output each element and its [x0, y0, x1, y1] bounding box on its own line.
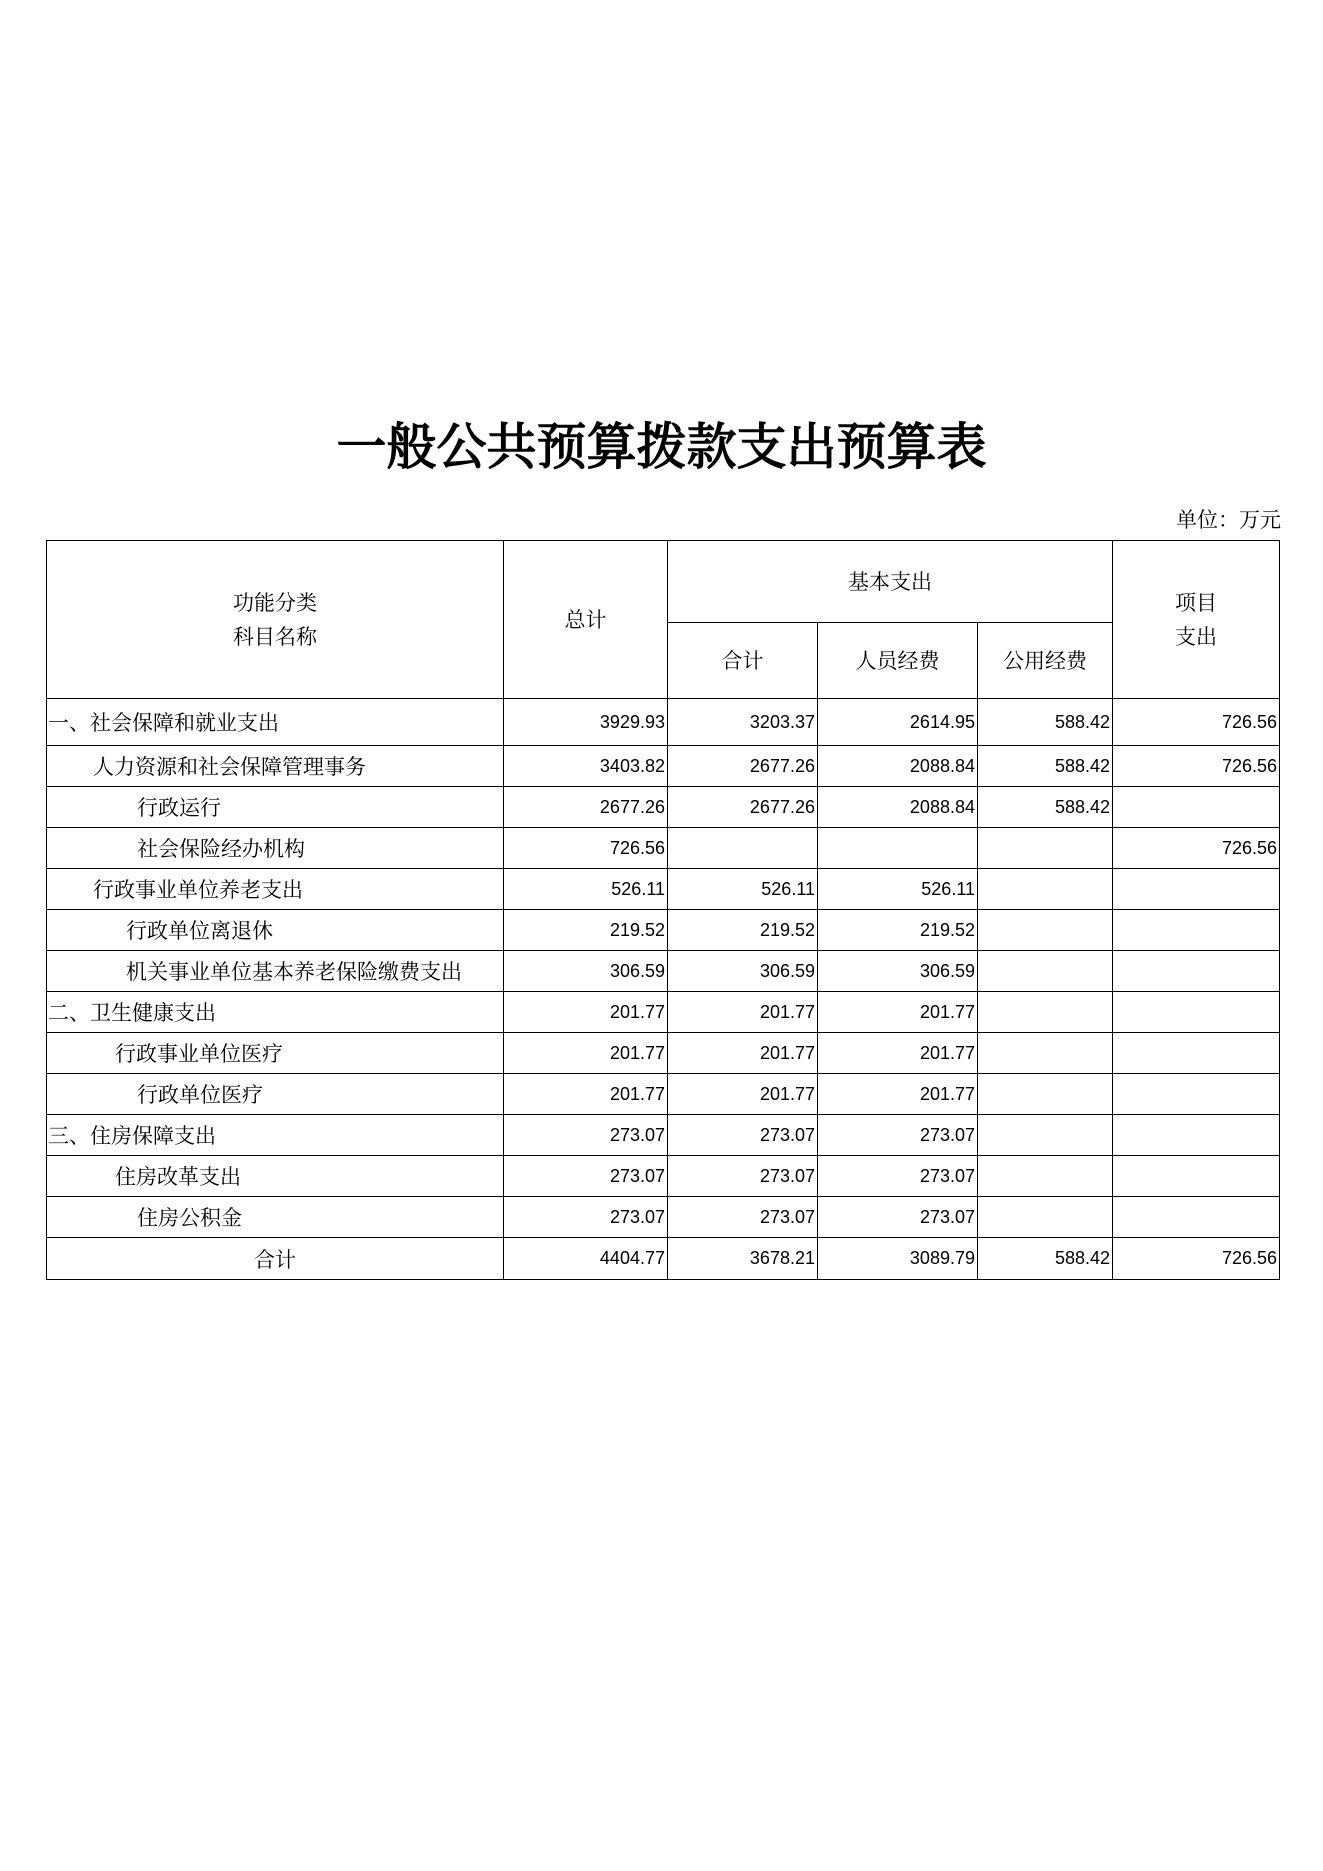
table-row: [47, 746, 1280, 787]
row-public: [978, 869, 1113, 910]
total-row-personnel: 3089.79: [818, 1238, 978, 1280]
table-row: [47, 1074, 1280, 1115]
table-row: [47, 910, 1280, 951]
row-subtotal: 201.77: [668, 1074, 818, 1115]
row-name: 行政单位医疗: [47, 1074, 504, 1115]
row-total: 201.77: [504, 992, 668, 1033]
row-name: 人力资源和社会保障管理事务: [47, 746, 504, 787]
table-row: [47, 1156, 1280, 1197]
row-personnel: [818, 828, 978, 869]
row-total: 273.07: [504, 1115, 668, 1156]
total-row: [47, 1238, 1280, 1280]
row-personnel: 2088.84: [818, 746, 978, 787]
table-row: [47, 1197, 1280, 1238]
row-personnel: 273.07: [818, 1115, 978, 1156]
header-project-line2: 支出: [1175, 624, 1218, 649]
row-total: 273.07: [504, 1197, 668, 1238]
row-name: 行政事业单位医疗: [47, 1033, 504, 1074]
row-public: [978, 1074, 1113, 1115]
header-subtotal: 合计: [668, 623, 818, 699]
row-personnel: 2088.84: [818, 787, 978, 828]
row-name: 住房公积金: [47, 1197, 504, 1238]
header-category: [47, 541, 504, 699]
row-total: 201.77: [504, 1074, 668, 1115]
row-name: 行政单位离退休: [47, 910, 504, 951]
row-name: 一、社会保障和就业支出: [47, 699, 504, 746]
row-subtotal: 3203.37: [668, 699, 818, 746]
table-body: [47, 699, 1280, 1280]
row-public: [978, 1033, 1113, 1074]
total-row-public: 588.42: [978, 1238, 1113, 1280]
header-public: 公用经费: [978, 623, 1113, 699]
row-public: [978, 910, 1113, 951]
total-row-label: 合计: [47, 1238, 504, 1280]
row-project: [1113, 910, 1280, 951]
row-public: 588.42: [978, 746, 1113, 787]
row-total: 273.07: [504, 1156, 668, 1197]
row-total: 2677.26: [504, 787, 668, 828]
row-total: 3929.93: [504, 699, 668, 746]
header-project: [1113, 541, 1280, 699]
row-subtotal: 201.77: [668, 992, 818, 1033]
row-name: 三、住房保障支出: [47, 1115, 504, 1156]
row-public: [978, 828, 1113, 869]
row-subtotal: 273.07: [668, 1197, 818, 1238]
row-project: [1113, 869, 1280, 910]
row-personnel: 201.77: [818, 992, 978, 1033]
row-subtotal: 273.07: [668, 1156, 818, 1197]
row-personnel: 201.77: [818, 1033, 978, 1074]
header-total: 总计: [504, 541, 668, 699]
header-basic: 基本支出: [668, 541, 1113, 623]
row-project: [1113, 992, 1280, 1033]
header-personnel: 人员经费: [818, 623, 978, 699]
row-total: 526.11: [504, 869, 668, 910]
row-public: [978, 1115, 1113, 1156]
row-subtotal: 306.59: [668, 951, 818, 992]
row-subtotal: [668, 828, 818, 869]
row-subtotal: 2677.26: [668, 746, 818, 787]
table-row: [47, 1115, 1280, 1156]
row-project: [1113, 787, 1280, 828]
unit-label: 单位：万元: [1176, 508, 1281, 532]
row-personnel: 273.07: [818, 1197, 978, 1238]
header-category-line1: 功能分类: [233, 590, 317, 615]
budget-table: [46, 540, 1280, 1280]
total-row-project: 726.56: [1113, 1238, 1280, 1280]
header-project-line1: 项目: [1175, 590, 1218, 615]
row-project: 726.56: [1113, 746, 1280, 787]
table-row: [47, 992, 1280, 1033]
row-project: [1113, 1033, 1280, 1074]
row-name: 二、卫生健康支出: [47, 992, 504, 1033]
row-project: [1113, 1074, 1280, 1115]
table-row: [47, 869, 1280, 910]
total-row-subtotal: 3678.21: [668, 1238, 818, 1280]
row-subtotal: 273.07: [668, 1115, 818, 1156]
row-name: 社会保险经办机构: [47, 828, 504, 869]
table-row: [47, 951, 1280, 992]
row-subtotal: 219.52: [668, 910, 818, 951]
row-name: 行政运行: [47, 787, 504, 828]
row-project: 726.56: [1113, 828, 1280, 869]
row-project: [1113, 1197, 1280, 1238]
row-project: [1113, 1156, 1280, 1197]
row-public: 588.42: [978, 699, 1113, 746]
row-subtotal: 201.77: [668, 1033, 818, 1074]
header-category-line2: 科目名称: [233, 624, 317, 649]
row-public: [978, 1156, 1113, 1197]
row-personnel: 219.52: [818, 910, 978, 951]
row-personnel: 526.11: [818, 869, 978, 910]
row-public: [978, 1197, 1113, 1238]
row-total: 201.77: [504, 1033, 668, 1074]
table-row: [47, 787, 1280, 828]
row-name: 机关事业单位基本养老保险缴费支出: [47, 951, 504, 992]
table-header: [47, 541, 1280, 699]
page-title: 一般公共预算拨款支出预算表: [336, 417, 987, 476]
row-public: [978, 992, 1113, 1033]
row-subtotal: 526.11: [668, 869, 818, 910]
row-public: 588.42: [978, 787, 1113, 828]
table-row: [47, 699, 1280, 746]
row-project: 726.56: [1113, 699, 1280, 746]
row-personnel: 273.07: [818, 1156, 978, 1197]
row-total: 726.56: [504, 828, 668, 869]
table-row: [47, 1033, 1280, 1074]
row-project: [1113, 1115, 1280, 1156]
row-total: 3403.82: [504, 746, 668, 787]
row-personnel: 201.77: [818, 1074, 978, 1115]
row-subtotal: 2677.26: [668, 787, 818, 828]
row-name: 住房改革支出: [47, 1156, 504, 1197]
table-row: [47, 828, 1280, 869]
row-personnel: 2614.95: [818, 699, 978, 746]
row-name: 行政事业单位养老支出: [47, 869, 504, 910]
row-total: 219.52: [504, 910, 668, 951]
row-personnel: 306.59: [818, 951, 978, 992]
row-public: [978, 951, 1113, 992]
row-project: [1113, 951, 1280, 992]
row-total: 306.59: [504, 951, 668, 992]
total-row-total: 4404.77: [504, 1238, 668, 1280]
